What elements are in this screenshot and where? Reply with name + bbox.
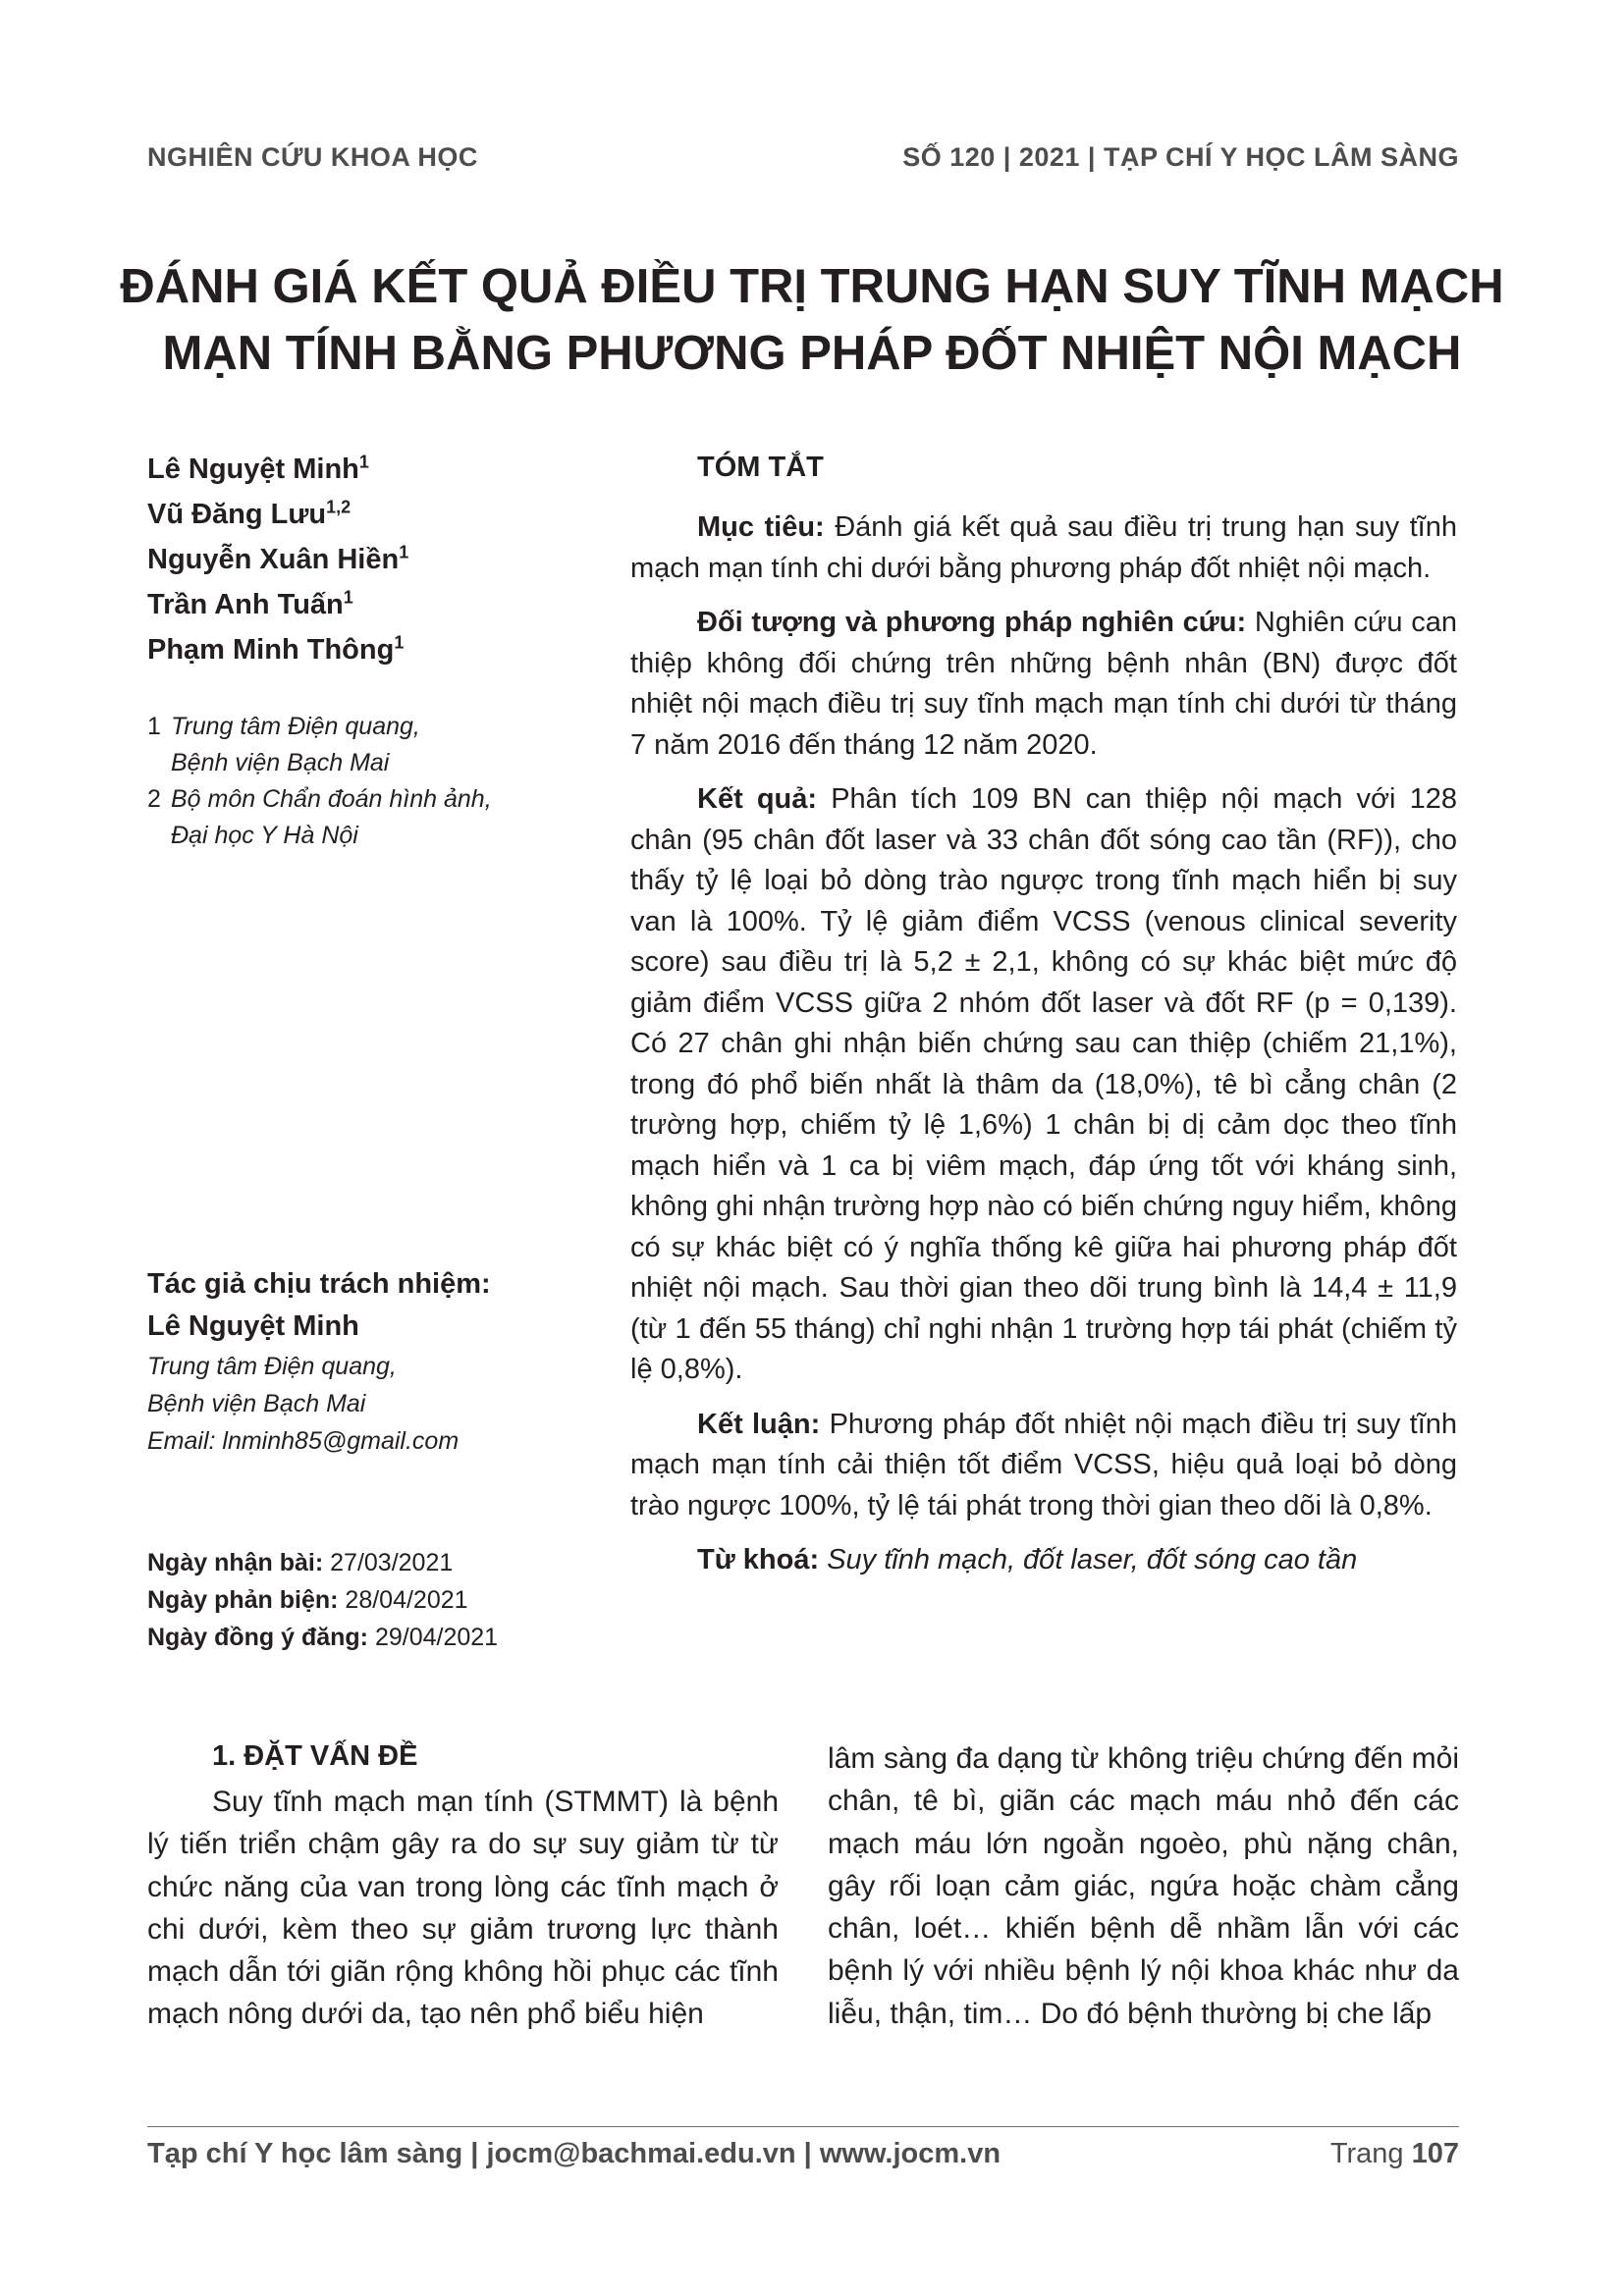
corresponding-affiliation-line: Trung tâm Điện quang, bbox=[147, 1353, 397, 1380]
author-affiliation-mark: 1 bbox=[394, 632, 405, 653]
footer-divider bbox=[147, 2126, 1459, 2127]
abstract-heading: TÓM TẮT bbox=[697, 452, 824, 483]
author-name: Trần Anh Tuấn bbox=[147, 589, 344, 620]
date-review: Ngày phản biện: 28/04/2021 bbox=[147, 1586, 468, 1614]
abstract-methods: Đối tượng và phương pháp nghiên cứu: Nghiên cứu can thiệp không đối chứng trên những bệnh nhân (BN) được đốt nhiệt nội mạch điều trị suy tĩnh mạch mạn tính chi dưới từ tháng 7 năm 2016 đến tháng 12 năm 2020. bbox=[630, 607, 1457, 761]
corresponding-heading: Tác giả chịu trách nhiệm: bbox=[147, 1268, 491, 1300]
corresponding-email: Email: lnminh85@gmail.com bbox=[147, 1427, 460, 1455]
footer-page-number: Trang 107 bbox=[1329, 2138, 1459, 2169]
running-header-issue: SỐ 120 | 2021 | TẠP CHÍ Y HỌC LÂM SÀNG bbox=[902, 142, 1459, 172]
date-accepted: Ngày đồng ý đăng: 29/04/2021 bbox=[147, 1624, 499, 1651]
author-affiliation-mark: 1 bbox=[399, 542, 409, 562]
section-heading: 1. ĐẶT VẤN ĐỀ bbox=[212, 1740, 418, 1772]
author-affiliation-mark: 1 bbox=[358, 452, 369, 472]
author-name: Phạm Minh Thông bbox=[147, 634, 395, 666]
footer-journal-info: Tạp chí Y học lâm sàng | jocm@bachmai.edu.vn | www.jocm.vn bbox=[147, 2138, 1001, 2169]
abstract-conclusion: Kết luận: Phương pháp đốt nhiệt nội mạch điều trị suy tĩnh mạch mạn tính cải thiện tốt điểm VCSS, hiệu quả loại bỏ dòng trào ngược 100%, tỷ lệ tái phát trong thời gian theo dõi là 0,8%. bbox=[630, 1408, 1458, 1522]
corresponding-affiliation-line: Bệnh viện Bạch Mai bbox=[147, 1390, 366, 1417]
author-5 bbox=[147, 627, 560, 672]
author-2 bbox=[147, 492, 560, 537]
article-title bbox=[118, 253, 1506, 387]
affiliation-number: 2 bbox=[147, 785, 161, 813]
body-text-right-column: lâm sàng đa dạng từ không triệu chứng đến mỏi chân, tê bì, giãn các mạch máu nhỏ đến các mạch máu lớn ngoằn ngoèo, phù nặng chân, gây rối loạn cảm giác, ngứa hoặc chàm cẳng chân, loét… khiến bệnh dễ nhầm lẫn với các bệnh lý với nhiều bệnh lý nội khoa khác như da liễu, thận, tim… Do đó bệnh thường bị che lấp bbox=[828, 1742, 1459, 2030]
running-header-section: NGHIÊN CỨU KHOA HỌC bbox=[147, 142, 478, 172]
article-title-line-2: MẠN TÍNH BẰNG PHƯƠNG PHÁP ĐỐT NHIỆT NỘI MẠCH bbox=[162, 327, 1462, 380]
author-affiliation-mark: 1,2 bbox=[326, 497, 352, 517]
affiliation-2 bbox=[147, 781, 560, 854]
body-text-left-column: Suy tĩnh mạch mạn tính (STMMT) là bệnh lý tiến triển chậm gây ra do sự suy giảm từ từ chức năng của van trong lòng các tĩnh mạch ở chi dưới, kèm theo sự giảm trương lực thành mạch dẫn tới giãn rộng không hồi phục các tĩnh mạch nông dưới da, tạo nên phổ biểu hiện bbox=[147, 1786, 779, 2031]
author-name: Lê Nguyệt Minh bbox=[147, 454, 359, 485]
affiliation-line: Đại học Y Hà Nội bbox=[171, 822, 358, 849]
author-name: Vũ Đăng Lưu bbox=[147, 499, 327, 530]
affiliation-list bbox=[147, 709, 560, 854]
abstract-objective: Mục tiêu: Đánh giá kết quả sau điều trị trung hạn suy tĩnh mạch mạn tính chi dưới bằng phương pháp đốt nhiệt nội mạch. bbox=[630, 511, 1457, 584]
affiliation-line: Bộ môn Chẩn đoán hình ảnh, bbox=[171, 785, 492, 813]
abstract bbox=[630, 447, 1457, 1595]
author-affiliation-mark: 1 bbox=[343, 587, 353, 608]
author-3 bbox=[147, 537, 560, 582]
affiliation-line: Trung tâm Điện quang, bbox=[171, 713, 420, 740]
abstract-results: Kết quả: Phân tích 109 BN can thiệp nội mạch với 128 chân (95 chân đốt laser và 33 chân đốt sóng cao tần (RF)), cho thấy tỷ lệ loại bỏ dòng trào ngược trong tĩnh mạch hiển bị suy van là 100%. Tỷ lệ giảm điểm VCSS (venous clinical severity score) sau điều trị là 5,2 ± 2,1, không có sự khác biệt mức độ giảm điểm VCSS giữa 2 nhóm đốt laser và đốt RF (p = 0,139). Có 27 chân ghi nhận biến chứng sau can thiệp (chiếm 21,1%), trong đó phổ biến nhất là thâm da (18,0%), tê bì cẳng chân (2 trường hợp, chiếm tỷ lệ 1,6%) 1 chân bị dị cảm dọc theo tĩnh mạch hiển và 1 ca bị viêm mạch, đáp ứng tốt với kháng sinh, không ghi nhận trường hợp nào có biến chứng nguy hiểm, không có sự khác biệt có ý nghĩa thống kê giữa hai phương pháp đốt nhiệt nội mạch. Sau thời gian theo dõi trung bình là 14,4 ± 11,9 (từ 1 đến 55 tháng) chỉ nghi nhận 1 trường hợp tái phát (chiếm tỷ lệ 0,8%). bbox=[630, 783, 1457, 1385]
affiliation-1 bbox=[147, 709, 560, 781]
author-4 bbox=[147, 582, 560, 627]
article-dates bbox=[147, 1544, 579, 1656]
affiliation-line: Bệnh viện Bạch Mai bbox=[171, 749, 390, 776]
date-received: Ngày nhận bài: 27/03/2021 bbox=[147, 1549, 454, 1576]
abstract-keywords: Từ khoá: Suy tĩnh mạch, đốt laser, đốt sóng cao tần bbox=[697, 1544, 1358, 1575]
author-name: Nguyễn Xuân Hiền bbox=[147, 544, 400, 575]
author-1 bbox=[147, 447, 560, 492]
author-list bbox=[147, 447, 560, 672]
corresponding-name: Lê Nguyệt Minh bbox=[147, 1310, 359, 1342]
affiliation-number: 1 bbox=[147, 713, 161, 740]
article-title-line-1: ĐÁNH GIÁ KẾT QUẢ ĐIỀU TRỊ TRUNG HẠN SUY TĨNH MẠCH bbox=[120, 260, 1504, 313]
corresponding-author bbox=[147, 1263, 560, 1460]
